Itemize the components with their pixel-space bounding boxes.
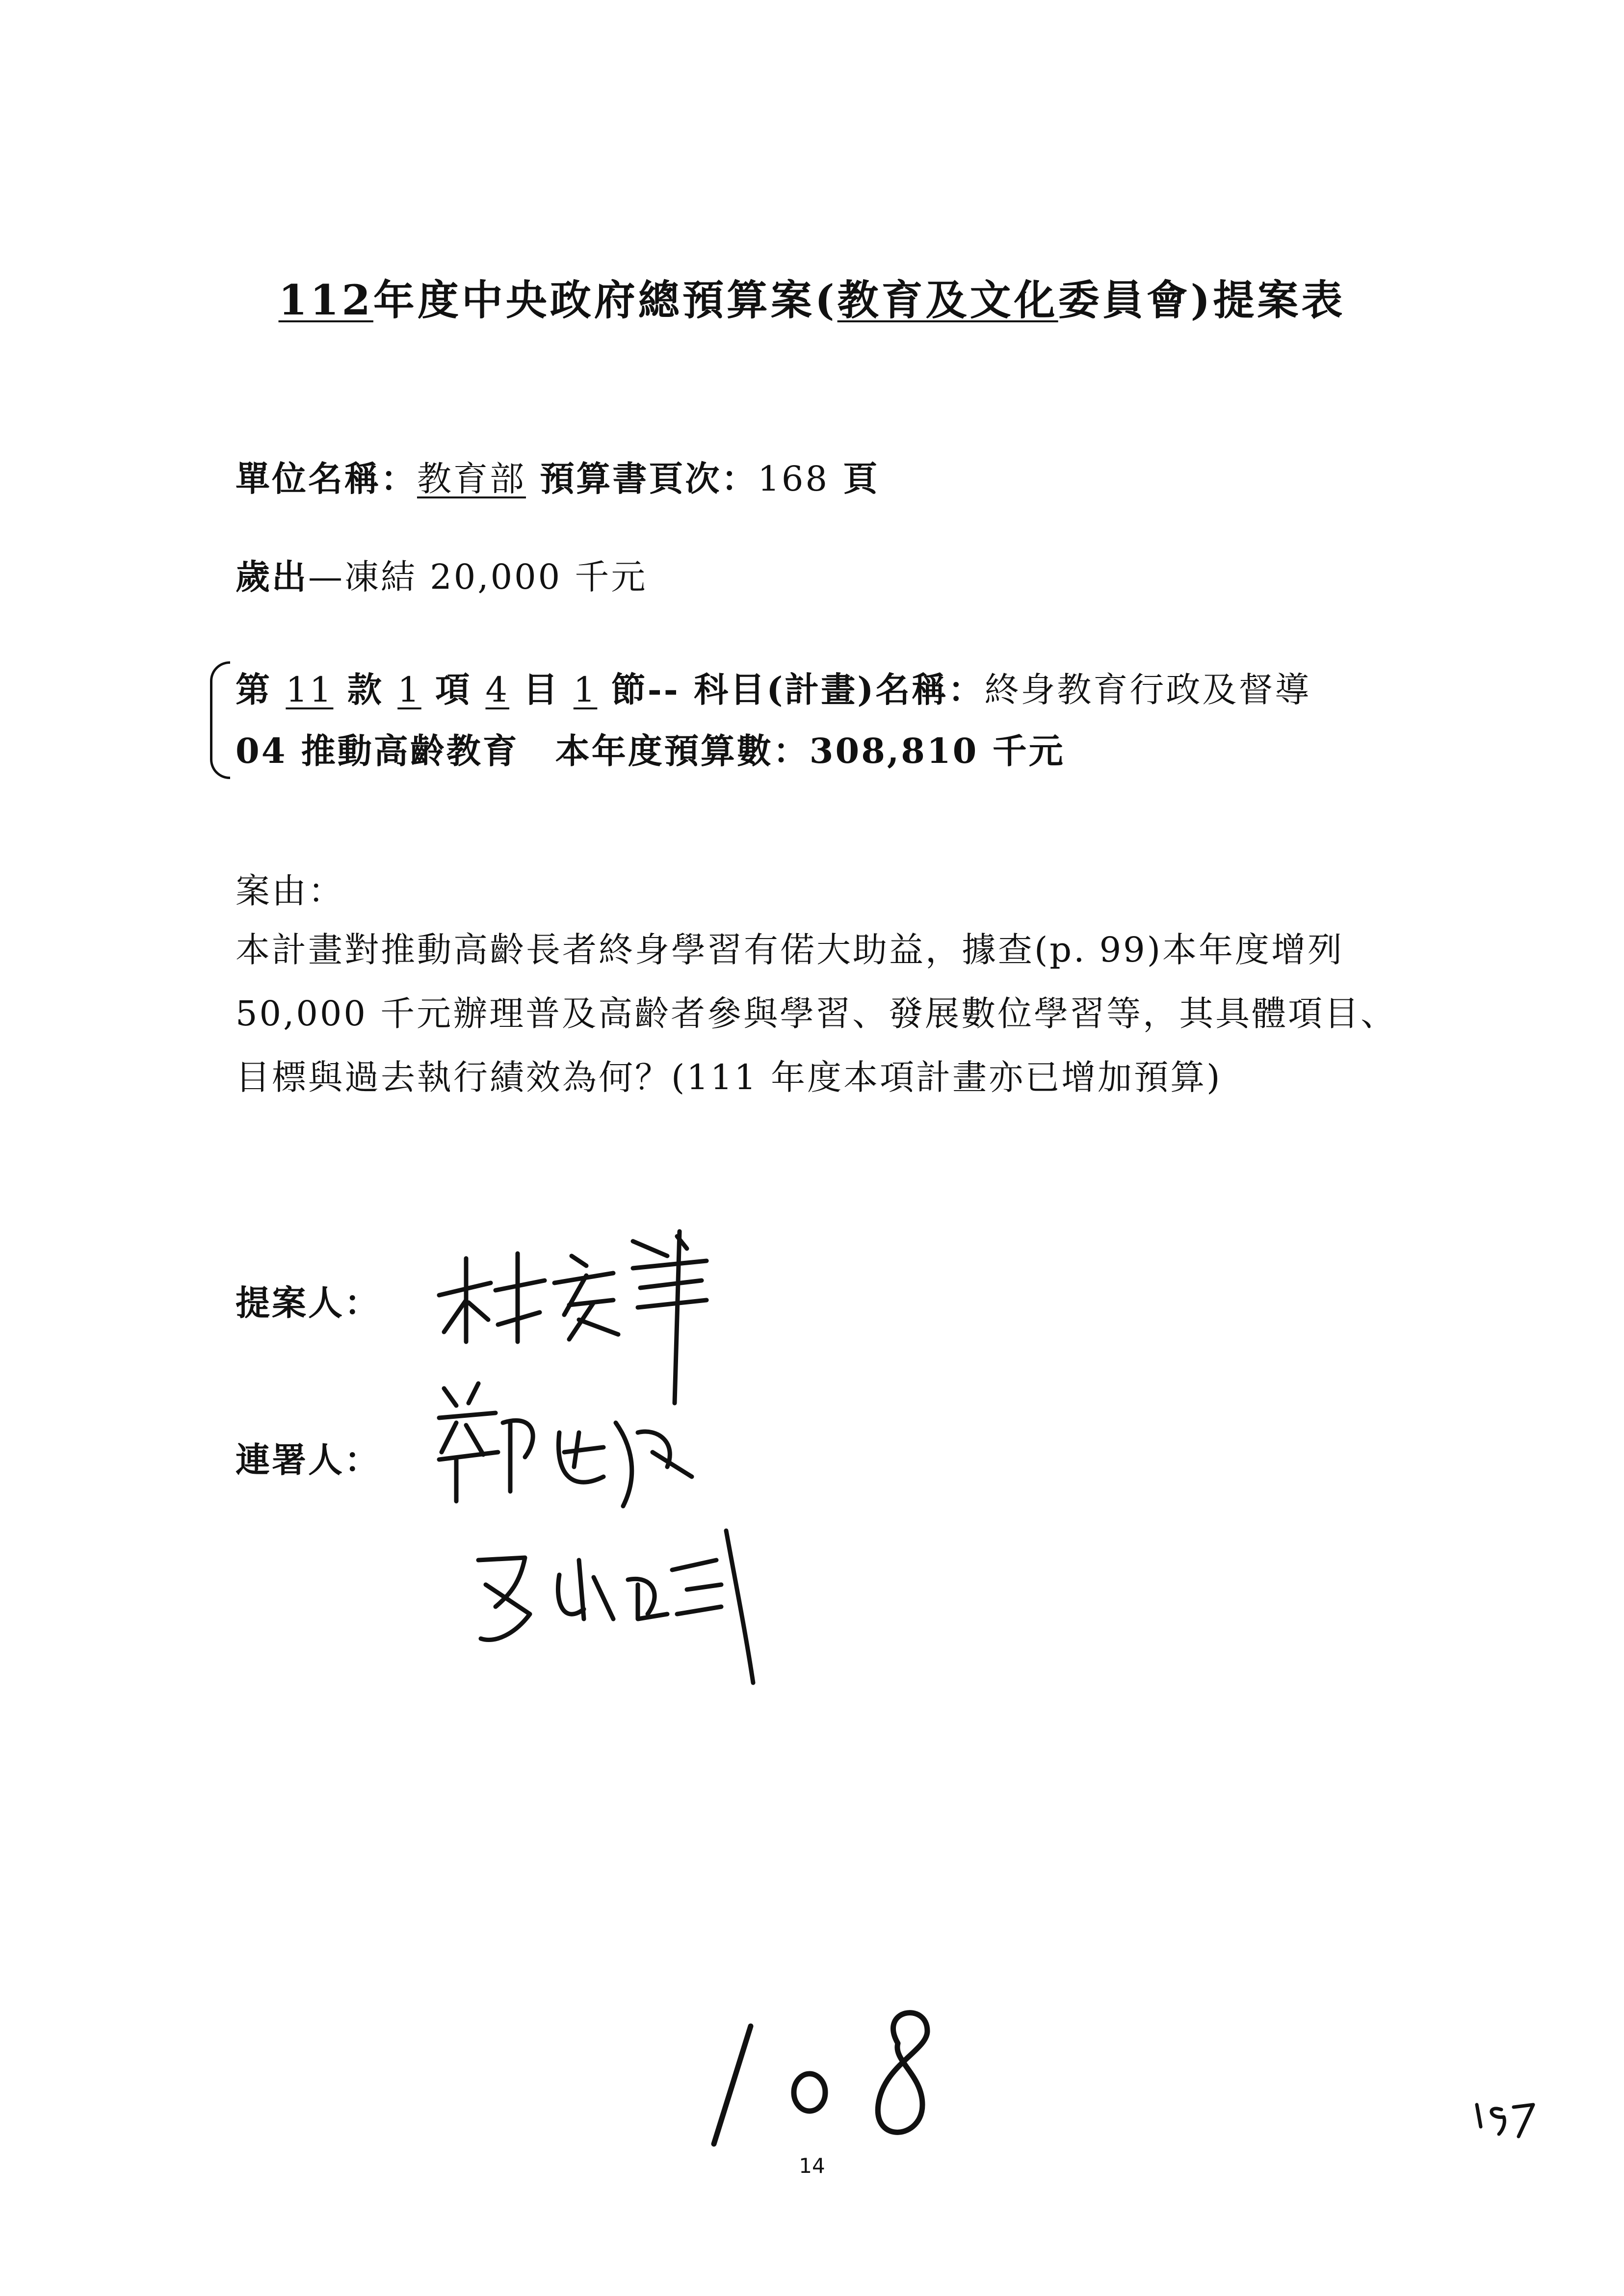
title-middle: 年度中央政府總預算案(: [373, 276, 838, 324]
item-p2: 款: [333, 669, 398, 710]
cosigner-label: 連署人：: [236, 1439, 381, 1480]
proposer-signature: [439, 1231, 707, 1403]
handwritten-page-mark: [714, 2013, 927, 2144]
item-mu: 4: [485, 670, 510, 710]
reason-label: 案由：: [236, 871, 344, 911]
page-value: 168: [758, 459, 829, 499]
item-bracket: [210, 661, 230, 779]
reason-line-3: 目標與過去執行績效為何？(111 年度本項計畫亦已增加預算): [236, 1057, 1222, 1097]
proposer-label: 提案人：: [236, 1282, 381, 1323]
cosigner-signature-2: [478, 1531, 753, 1683]
title-committee: 教育及文化: [837, 276, 1058, 324]
title-year: 112: [278, 276, 373, 324]
handwritten-corner-mark: [1477, 2105, 1533, 2137]
item-kuan: 11: [286, 670, 334, 710]
item-line-2: 04 推動高齡教育 本年度預算數：308,810 千元: [236, 731, 1065, 771]
unit-label: 單位名稱：: [236, 458, 417, 499]
page-unit: 頁: [829, 458, 880, 499]
reason-line-1: 本計畫對推動高齡長者終身學習有偌大助益，據查(p. 99)本年度增列: [236, 930, 1344, 970]
title-end: 委員會)提案表: [1058, 276, 1346, 324]
page-number: 14: [799, 2154, 825, 2178]
item-p5: 節-- 科目(計畫)名稱：: [597, 669, 985, 710]
expenditure-line: [236, 549, 647, 599]
item-jie: 1: [573, 670, 598, 710]
item-p3: 項: [421, 669, 486, 710]
reason-line-2: 50,000 千元辦理普及高齡者參與學習、發展數位學習等，其具體項目、: [236, 993, 1397, 1034]
expenditure-text: —凍結 20,000 千元: [308, 557, 648, 597]
document-title: [0, 267, 1624, 327]
unit-line: [236, 451, 879, 501]
item-line-1: [236, 662, 1311, 712]
item-subject: 終身教育行政及督導: [984, 670, 1311, 710]
item-p4: 目: [509, 669, 574, 710]
item-xiang: 1: [397, 670, 421, 710]
cosigner-signature-1: [439, 1383, 692, 1506]
page-label: 預算書頁次：: [526, 458, 758, 499]
unit-name: 教育部: [417, 459, 526, 499]
item-p1: 第: [236, 669, 286, 710]
expenditure-label: 歲出: [236, 556, 308, 597]
